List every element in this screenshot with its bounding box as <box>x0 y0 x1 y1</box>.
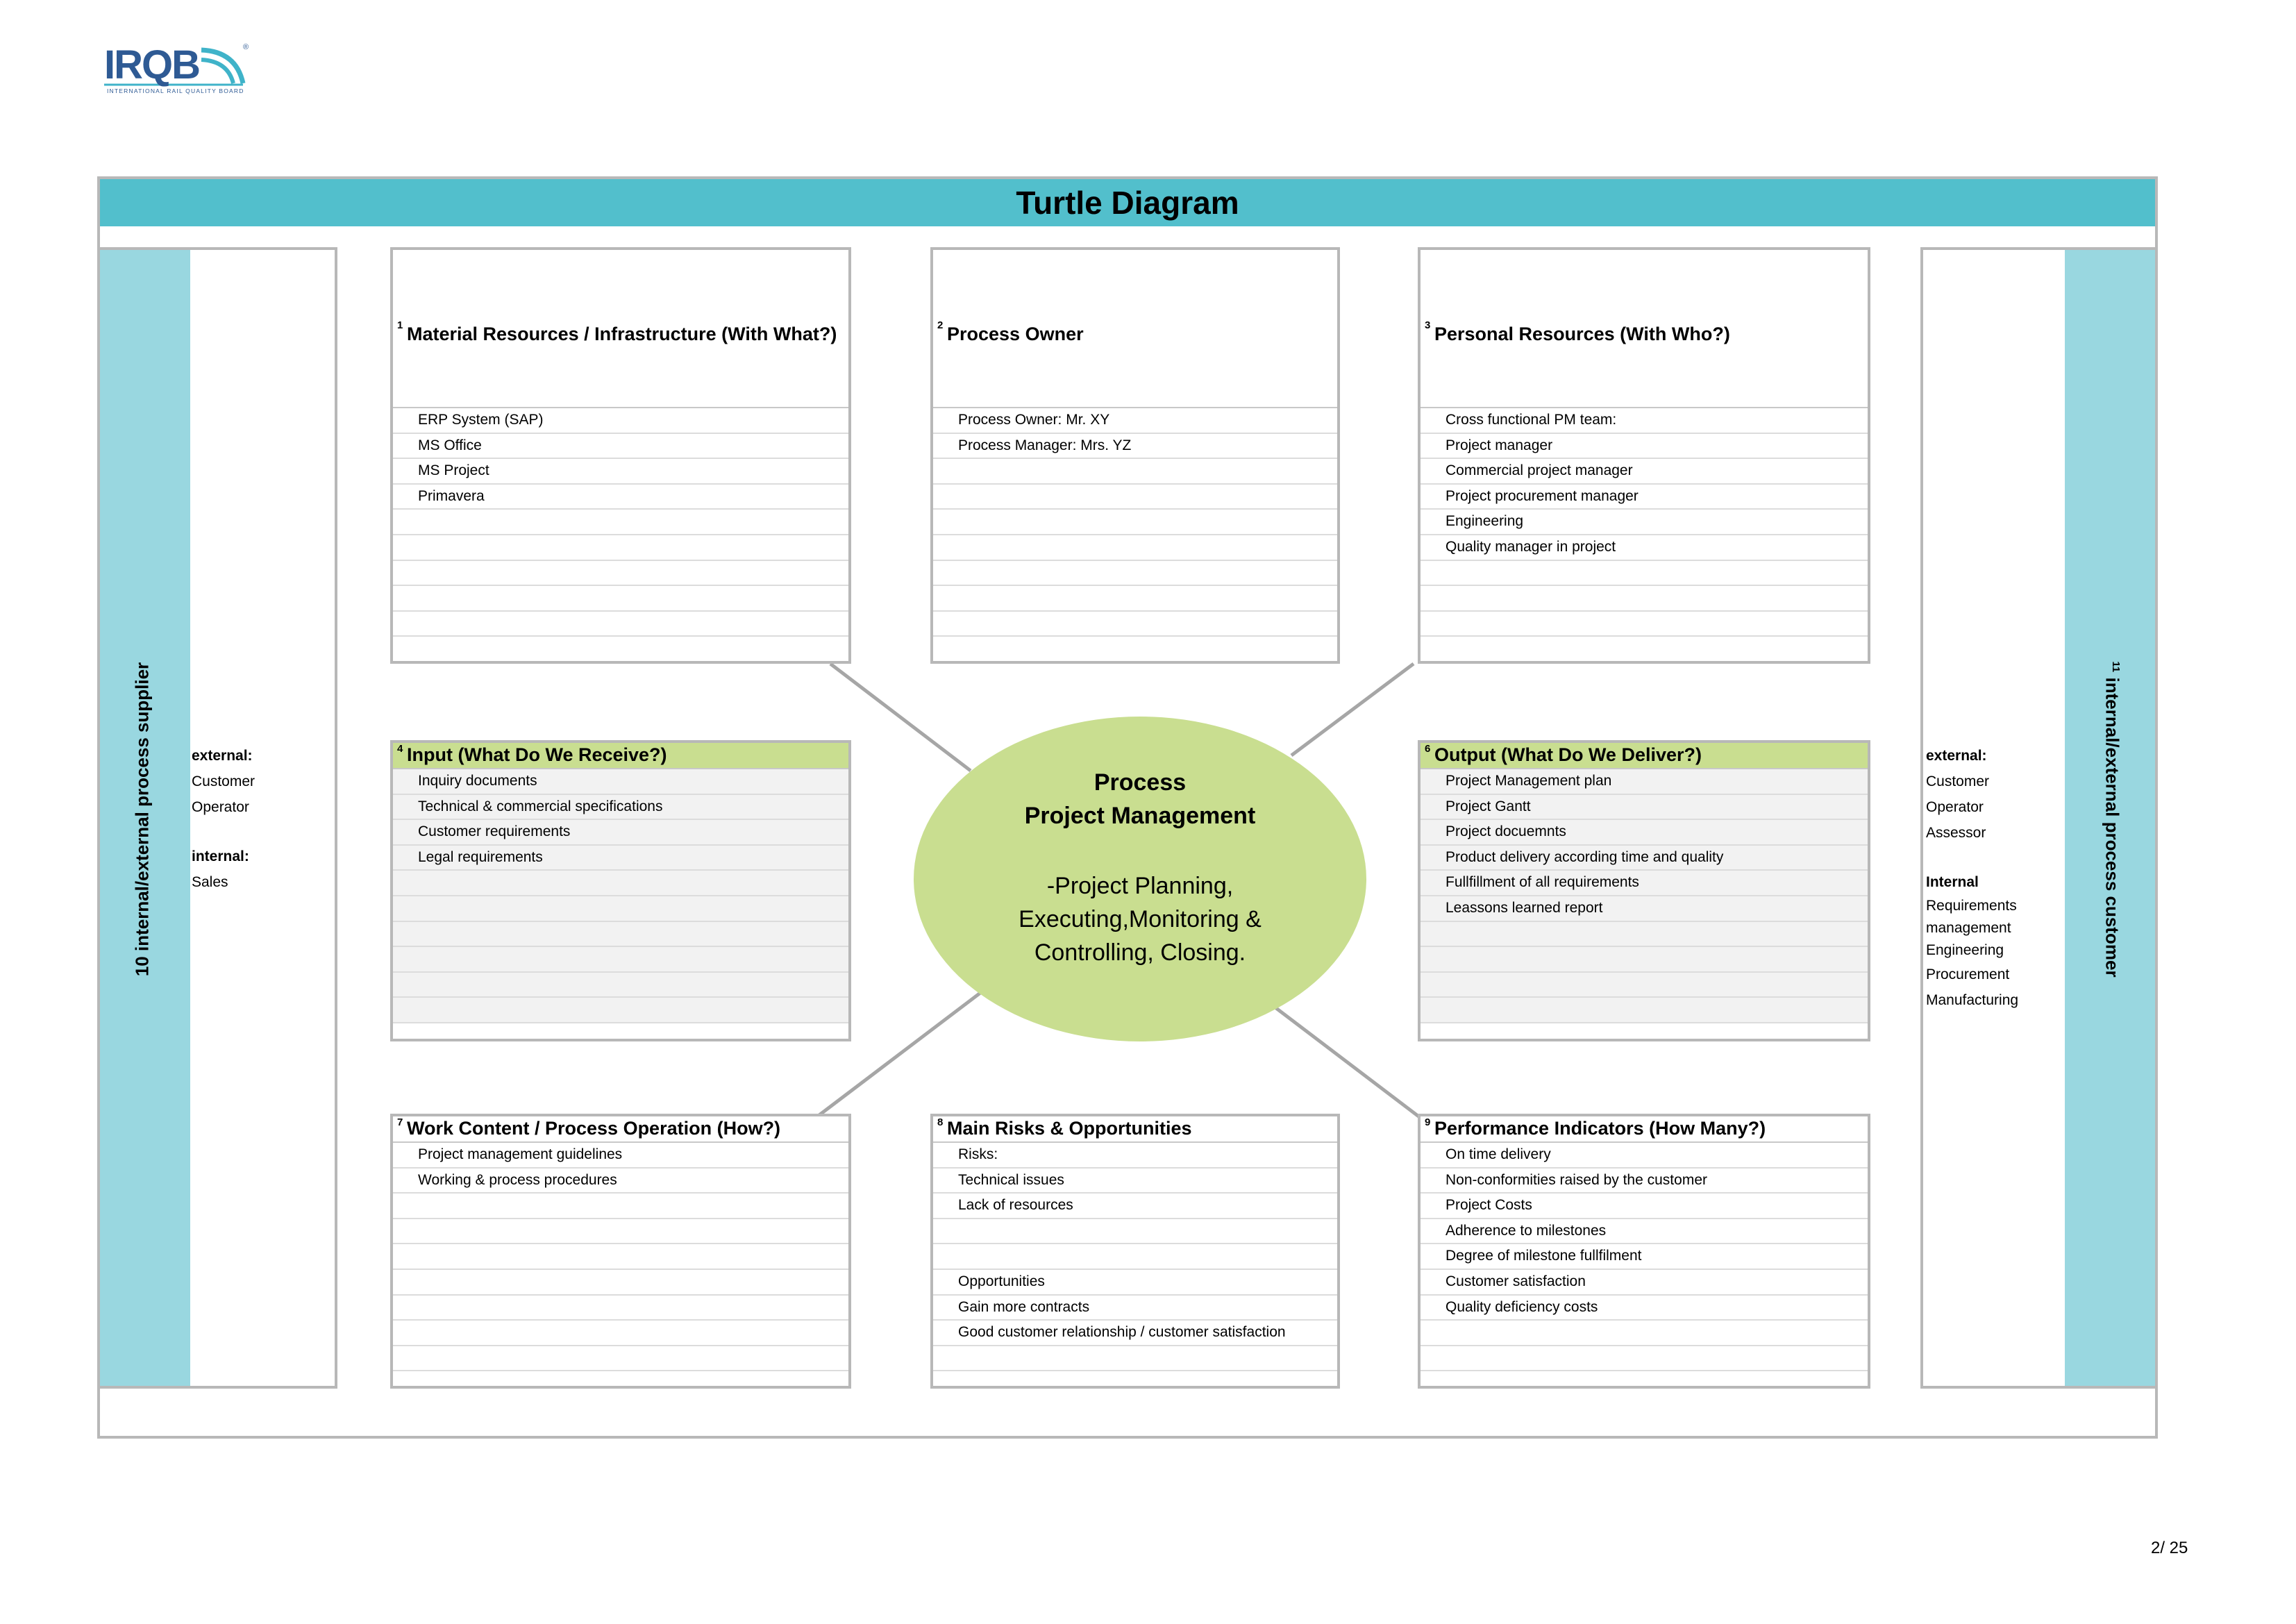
box-row <box>393 1194 848 1219</box>
box-row <box>393 1270 848 1296</box>
box-rows <box>393 1143 848 1389</box>
box-row: Customer satisfaction <box>1421 1270 1868 1296</box>
process-desc-line: Executing,Monitoring & <box>1019 906 1262 932</box>
box-row: Project Gantt <box>1421 795 1868 821</box>
box-row: Technical issues <box>933 1169 1337 1194</box>
box-row <box>933 1346 1337 1372</box>
box-header <box>393 1116 848 1143</box>
box-row <box>933 561 1337 587</box>
box-number: 7 <box>397 1116 403 1128</box>
box-number: 4 <box>397 743 403 755</box>
box-row <box>1421 586 1868 612</box>
customer-external-item: Operator <box>1926 799 1984 815</box>
logo-text: IRQB <box>104 42 199 87</box>
box-row: Fullfillment of all requirements <box>1421 871 1868 896</box>
diagram-title: Turtle Diagram <box>1016 185 1239 221</box>
box-row <box>393 973 848 998</box>
box-row <box>933 459 1337 485</box>
box-row <box>393 612 848 637</box>
box-number: 1 <box>397 319 403 331</box>
process-name: Project Management <box>1024 803 1256 829</box>
supplier-external-label: external: <box>192 748 253 764</box>
box-row <box>1421 1321 1868 1346</box>
box-row <box>393 535 848 561</box>
box-row <box>393 1296 848 1321</box>
box-personal-resources <box>1418 247 1870 664</box>
box-row <box>393 510 848 535</box>
customer-external-item: Customer <box>1926 773 1990 789</box>
customer-internal-item: Engineering <box>1926 942 2004 958</box>
box-row: Leassons learned report <box>1421 896 1868 922</box>
box-row: Primavera <box>393 485 848 510</box>
supplier-external-item: Customer <box>192 773 255 789</box>
box-row <box>393 637 848 662</box>
process-ellipse <box>914 717 1366 1041</box>
box-row: Quality deficiency costs <box>1421 1296 1868 1321</box>
box-title: Work Content / Process Operation (How?) <box>407 1118 781 1139</box>
box-material-resources <box>390 247 851 664</box>
box-row: Risks: <box>933 1143 1337 1169</box>
connector-line <box>1276 1008 1421 1118</box>
box-row <box>393 586 848 612</box>
box-row <box>933 612 1337 637</box>
logo-registered-mark: ® <box>243 43 249 51</box>
customer-internal-item: Requirements <box>1926 898 2017 914</box>
box-rows <box>393 408 848 662</box>
box-row <box>933 535 1337 561</box>
box-row <box>1421 998 1868 1023</box>
process-desc-line: -Project Planning, <box>1046 873 1234 899</box>
customer-internal-item: Manufacturing <box>1926 992 2019 1008</box>
box-header <box>1421 1116 1868 1143</box>
box-performance-indicators <box>1418 1114 1870 1389</box>
box-row <box>393 947 848 973</box>
connector-line <box>1291 664 1414 755</box>
box-title: Material Resources / Infrastructure (With What?) <box>407 324 837 344</box>
box-rows <box>1421 408 1868 662</box>
box-row <box>393 1244 848 1270</box>
box-row: Working & process procedures <box>393 1169 848 1194</box>
box-rows <box>933 408 1337 662</box>
box-row <box>1421 1371 1868 1389</box>
box-row: MS Project <box>393 459 848 485</box>
box-header <box>393 250 848 408</box>
customer-label: $^{11}$ internal/external process customer <box>2102 661 2123 978</box>
customer-internal-item: Procurement <box>1926 966 2010 982</box>
box-title: Process Owner <box>947 324 1084 344</box>
box-row: Lack of resources <box>933 1194 1337 1219</box>
box-row <box>393 561 848 587</box>
box-row <box>1421 947 1868 973</box>
logo-subtitle: INTERNATIONAL RAIL QUALITY BOARD <box>107 87 244 94</box>
supplier-external-item: Operator <box>192 799 249 815</box>
box-row <box>393 896 848 922</box>
box-row <box>393 1346 848 1372</box>
box-row: Customer requirements <box>393 820 848 846</box>
box-row: Cross functional PM team: <box>1421 408 1868 434</box>
customer-internal-label: Internal <box>1926 874 1979 890</box>
supplier-internal-label: internal: <box>192 848 249 864</box>
box-number: 9 <box>1425 1116 1431 1128</box>
box-row <box>393 998 848 1023</box>
box-row: Project Management plan <box>1421 769 1868 795</box>
box-output <box>1418 740 1870 1041</box>
box-row: MS Office <box>393 434 848 460</box>
customer-internal-item: management <box>1926 920 2011 936</box>
box-row: Process Owner: Mr. XY <box>933 408 1337 434</box>
box-row <box>1421 922 1868 948</box>
box-row <box>933 485 1337 510</box>
box-rows <box>933 1143 1337 1389</box>
box-rows <box>1421 1143 1868 1389</box>
process-label: Process <box>1093 769 1187 796</box>
box-row <box>1421 612 1868 637</box>
box-row: Project Costs <box>1421 1194 1868 1219</box>
box-row: Project management guidelines <box>393 1143 848 1169</box>
customer-external-label: external: <box>1926 748 1987 764</box>
box-risks-opportunities <box>930 1114 1340 1389</box>
box-row <box>933 637 1337 662</box>
box-row <box>1421 973 1868 998</box>
box-work-content <box>390 1114 851 1389</box>
box-row <box>933 1219 1337 1245</box>
box-title: Performance Indicators (How Many?) <box>1434 1118 1766 1139</box>
box-header <box>933 1116 1337 1143</box>
box-row <box>933 586 1337 612</box>
box-row: Quality manager in project <box>1421 535 1868 561</box>
supplier-internal-item: Sales <box>192 874 228 890</box>
box-header <box>933 250 1337 408</box>
box-title: Input (What Do We Receive?) <box>407 744 667 765</box>
customer-num: 11 <box>2110 661 2122 673</box>
box-row: Project manager <box>1421 434 1868 460</box>
box-row <box>393 1321 848 1346</box>
box-row <box>1421 1346 1868 1372</box>
box-row: On time delivery <box>1421 1143 1868 1169</box>
box-header <box>393 743 848 769</box>
box-number: 2 <box>937 319 944 331</box>
box-row <box>1421 637 1868 662</box>
box-row <box>933 1244 1337 1270</box>
box-row <box>393 1371 848 1389</box>
box-row <box>933 1371 1337 1389</box>
box-row <box>393 1219 848 1245</box>
box-number: 8 <box>937 1116 944 1128</box>
box-row: Process Manager: Mrs. YZ <box>933 434 1337 460</box>
connector-line <box>830 664 971 771</box>
box-row: Commercial project manager <box>1421 459 1868 485</box>
box-title: Output (What Do We Deliver?) <box>1434 744 1702 765</box>
box-number: 6 <box>1425 743 1431 755</box>
box-row: Opportunities <box>933 1270 1337 1296</box>
box-row: Technical & commercial specifications <box>393 795 848 821</box>
supplier-label: 10 internal/external process supplier <box>131 662 153 977</box>
box-row: Product delivery according time and quality <box>1421 846 1868 871</box>
box-row: Project procurement manager <box>1421 485 1868 510</box>
box-row: Non-conformities raised by the customer <box>1421 1169 1868 1194</box>
box-rows <box>393 769 848 1023</box>
box-row: ERP System (SAP) <box>393 408 848 434</box>
box-header <box>1421 250 1868 408</box>
box-row <box>393 871 848 896</box>
box-process-owner <box>930 247 1340 664</box>
box-title: Personal Resources (With Who?) <box>1434 324 1730 344</box>
box-row: Good customer relationship / customer satisfaction <box>933 1321 1337 1346</box>
box-row: Legal requirements <box>393 846 848 871</box>
process-desc-line: Controlling, Closing. <box>1034 939 1246 966</box>
box-row: Adherence to milestones <box>1421 1219 1868 1245</box>
box-row: Engineering <box>1421 510 1868 535</box>
box-row: Inquiry documents <box>393 769 848 795</box>
process-description <box>914 869 1366 969</box>
box-title: Main Risks & Opportunities <box>947 1118 1192 1139</box>
box-number: 3 <box>1425 319 1431 331</box>
box-rows <box>1421 769 1868 1023</box>
box-row <box>1421 561 1868 587</box>
customer-external-item: Assessor <box>1926 825 1986 841</box>
box-row: Project docuemnts <box>1421 820 1868 846</box>
box-input <box>390 740 851 1041</box>
box-header <box>1421 743 1868 769</box>
box-row <box>933 510 1337 535</box>
box-row: Gain more contracts <box>933 1296 1337 1321</box>
page-number: 2/ 25 <box>2151 1539 2188 1557</box>
box-row <box>393 922 848 948</box>
box-row: Degree of milestone fullfilment <box>1421 1244 1868 1270</box>
